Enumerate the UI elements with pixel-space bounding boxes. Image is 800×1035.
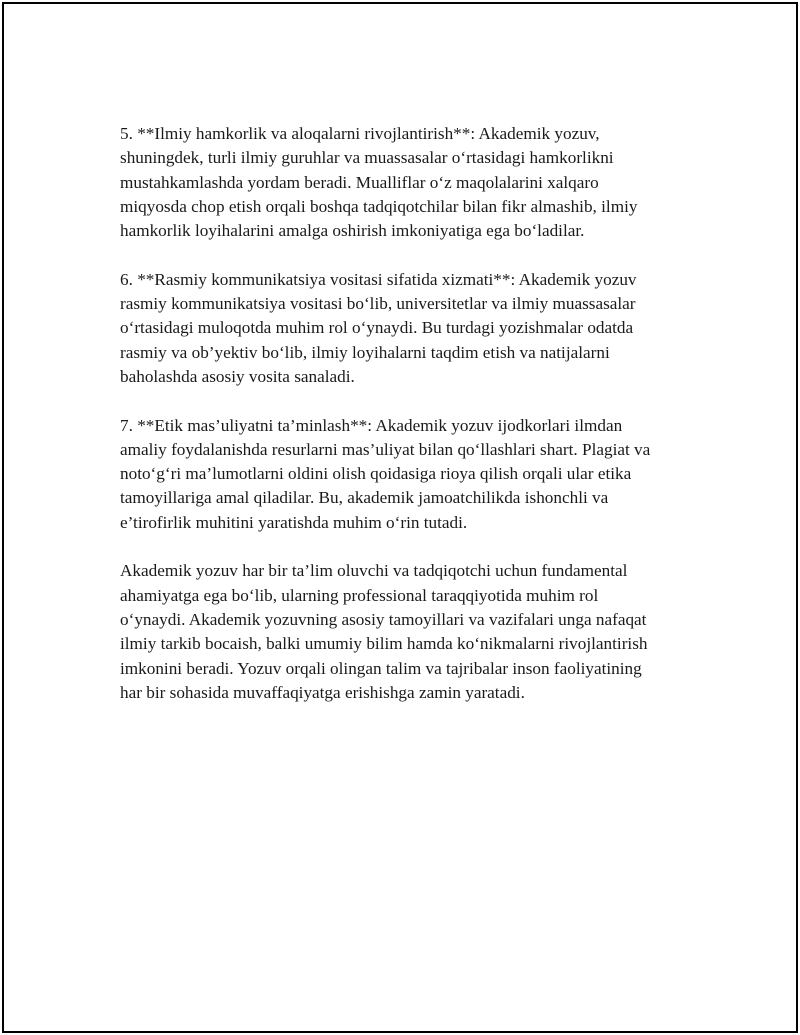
paragraph-conclusion — [120, 559, 700, 705]
text-line: mustahkamlashda yordam beradi. Mualliflar o‘z maqolalarini xalqaro — [120, 172, 599, 192]
text-line: shuningdek, turli ilmiy guruhlar va muassasalar o‘rtasidagi hamkorlikni — [120, 148, 614, 168]
text-line: ahamiyatga ega bo‘lib, ularning professional taraqqiyotida muhim rol — [120, 585, 599, 605]
text-line: miqyosda chop etish orqali boshqa tadqiqotchilar bilan fikr almashib, ilmiy — [120, 196, 638, 216]
text-line: 7. **Etik mas’uliyatni ta’minlash**: Akademik yozuv ijodkorlari ilmdan — [120, 415, 623, 435]
text-line: ilmiy tarkib bocaish, balki umumiy bilim hamda ko‘nikmalarni rivojlantirish — [120, 634, 648, 654]
text-line: hamkorlik loyihalarini amalga oshirish imkoniyatiga ega bo‘ladilar. — [120, 221, 585, 241]
text-line: 6. **Rasmiy kommunikatsiya vositasi sifatida xizmati**: Akademik yozuv — [120, 269, 637, 289]
text-line: imkonini beradi. Yozuv orqali olingan talim va tajribalar inson faoliyatining — [120, 658, 642, 678]
text-line: Akademik yozuv har bir ta’lim oluvchi va tadqiqotchi uchun fundamental — [120, 561, 628, 581]
paragraph-item-6 — [120, 268, 700, 389]
text-line: tamoyillariga amal qiladilar. Bu, akademik jamoatchilikda ishonchli va — [120, 488, 609, 508]
paragraph-item-5 — [120, 122, 700, 243]
text-line: rasmiy kommunikatsiya vositasi bo‘lib, universitetlar va ilmiy muassasalar — [120, 294, 636, 314]
text-line: noto‘g‘ri ma’lumotlarni oldini olish qoidasiga rioya qilish orqali ular etika — [120, 464, 632, 484]
text-line: rasmiy va ob’yektiv bo‘lib, ilmiy loyihalarni taqdim etish va natijalarni — [120, 342, 610, 362]
text-line: amaliy foydalanishda resurlarni mas’uliyat bilan qo‘llashlari shart. Plagiat va — [120, 439, 651, 459]
text-line: e’tirofirlik muhitini yaratishda muhim o‘rin tutadi. — [120, 512, 468, 532]
text-line: har bir sohasida muvaffaqiyatga erishishga zamin yaratadi. — [120, 682, 525, 702]
text-line: o‘rtasidagi muloqotda muhim rol o‘ynaydi. Bu turdagi yozishmalar odatda — [120, 318, 634, 338]
text-line: baholashda asosiy vosita sanaladi. — [120, 366, 355, 386]
document-body — [120, 122, 700, 729]
document-page — [2, 2, 798, 1033]
paragraph-item-7 — [120, 414, 700, 535]
text-line: 5. **Ilmiy hamkorlik va aloqalarni rivojlantirish**: Akademik yozuv, — [120, 124, 600, 143]
text-line: o‘ynaydi. Akademik yozuvning asosiy tamoyillari va vazifalari unga nafaqat — [120, 609, 647, 629]
